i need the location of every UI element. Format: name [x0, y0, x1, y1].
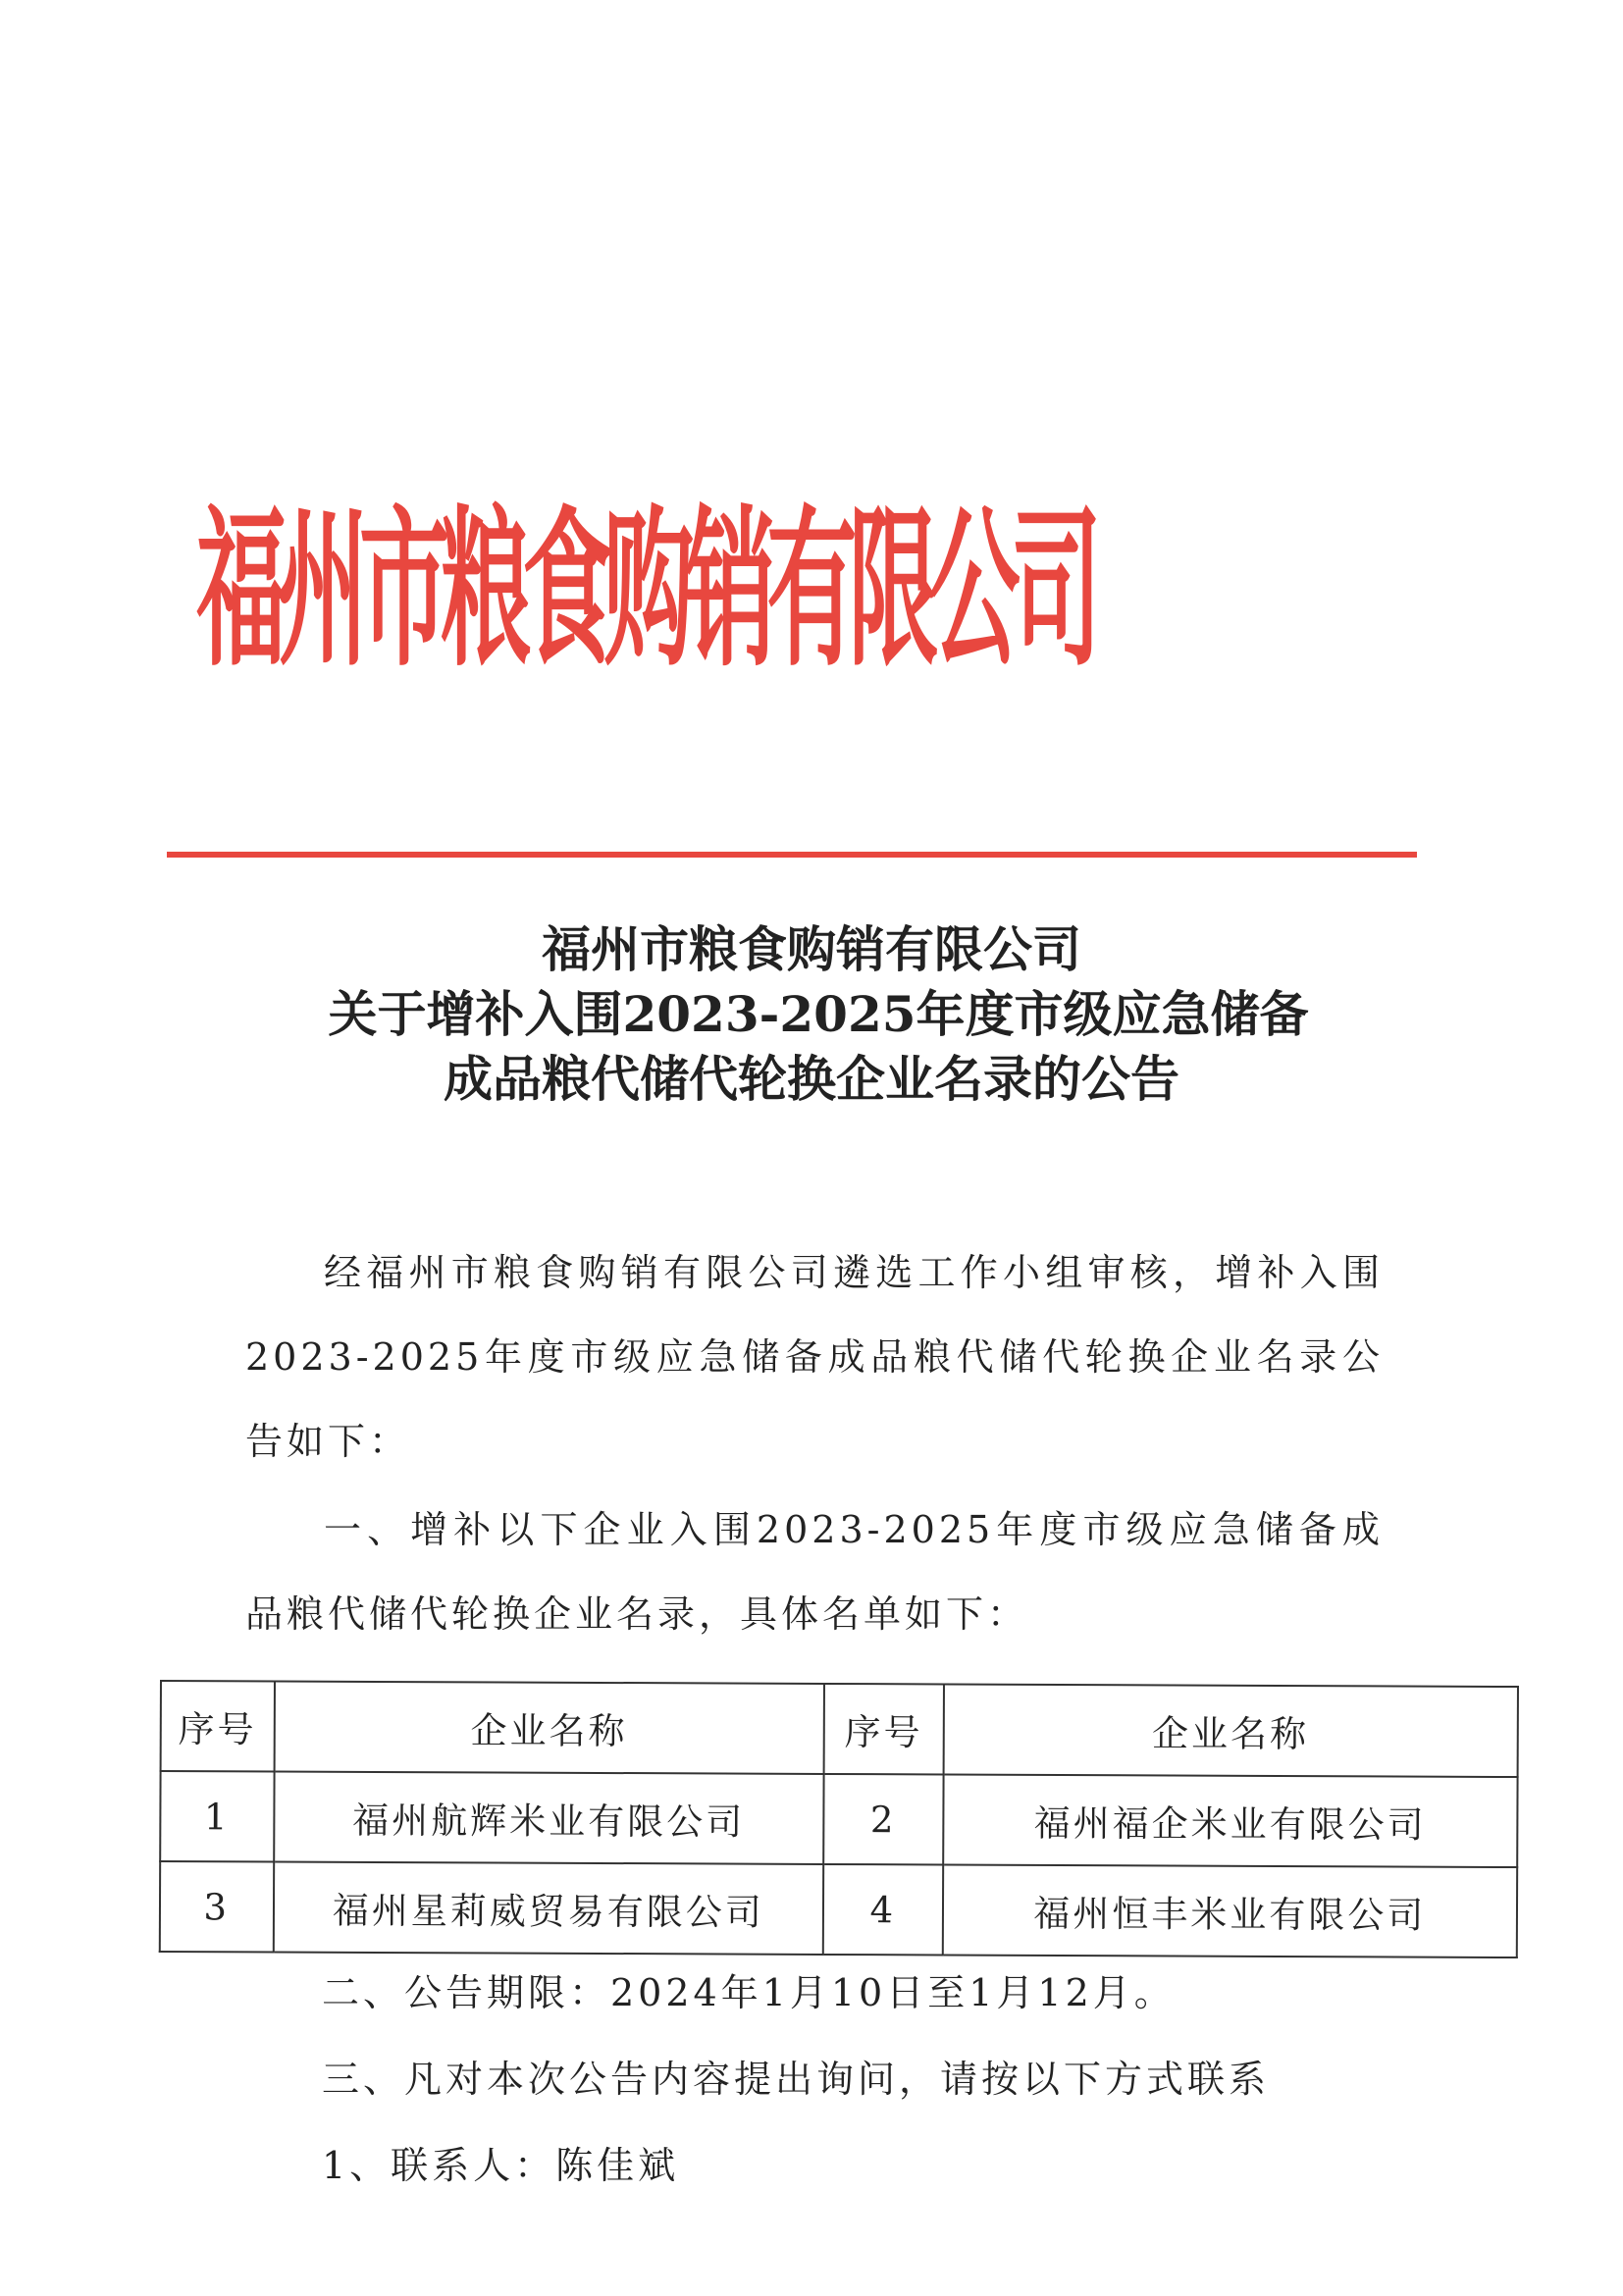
table-header-cell: 序号 — [824, 1684, 944, 1775]
table-cell: 3 — [160, 1861, 274, 1953]
title-line-2: 关于增补入围2023-2025年度市级应急储备 — [328, 985, 1309, 1043]
table-header-cell: 序号 — [161, 1681, 275, 1772]
table-cell: 福州星莉威贸易有限公司 — [273, 1862, 823, 1955]
section-1-paragraph: 一、增补以下企业入围2023-2025年度市级应急储备成品粮代储代轮换企业名录，具体名单如下： — [245, 1508, 1384, 1636]
title-line-1: 福州市粮食购销有限公司 — [542, 920, 1081, 978]
table-cell: 福州福企米业有限公司 — [943, 1774, 1518, 1867]
table-row — [160, 1861, 1517, 1957]
section-3-paragraph: 三、凡对本次公告内容提出询问，请按以下方式联系 — [322, 2058, 1271, 2101]
table-header-row — [161, 1681, 1518, 1777]
document-title — [0, 917, 1623, 1112]
table-header-cell: 企业名称 — [943, 1684, 1518, 1777]
table-header-cell: 企业名称 — [274, 1682, 824, 1774]
intro-paragraph: 经福州市粮食购销有限公司遴选工作小组审核，增补入围2023-2025年度市级应急储备成品粮代储代轮换企业名录公告如下： — [245, 1251, 1384, 1463]
table-row — [160, 1771, 1517, 1867]
table-cell: 1 — [160, 1771, 274, 1862]
table-cell: 福州恒丰米业有限公司 — [942, 1864, 1517, 1957]
section-2-paragraph: 二、公告期限：2024年1月10日至1月12月。 — [322, 1971, 1176, 2014]
letterhead-divider — [167, 852, 1417, 858]
contact-person: 1、联系人：陈佳斌 — [322, 2144, 680, 2187]
letterhead-org-name: 福州市粮食购销有限公司 — [196, 488, 1093, 690]
enterprise-table — [159, 1680, 1519, 1958]
table-cell: 福州航辉米业有限公司 — [274, 1772, 824, 1864]
table-cell: 2 — [823, 1774, 943, 1865]
title-line-3: 成品粮代储代轮换企业名录的公告 — [444, 1050, 1179, 1108]
table-cell: 4 — [823, 1864, 943, 1956]
